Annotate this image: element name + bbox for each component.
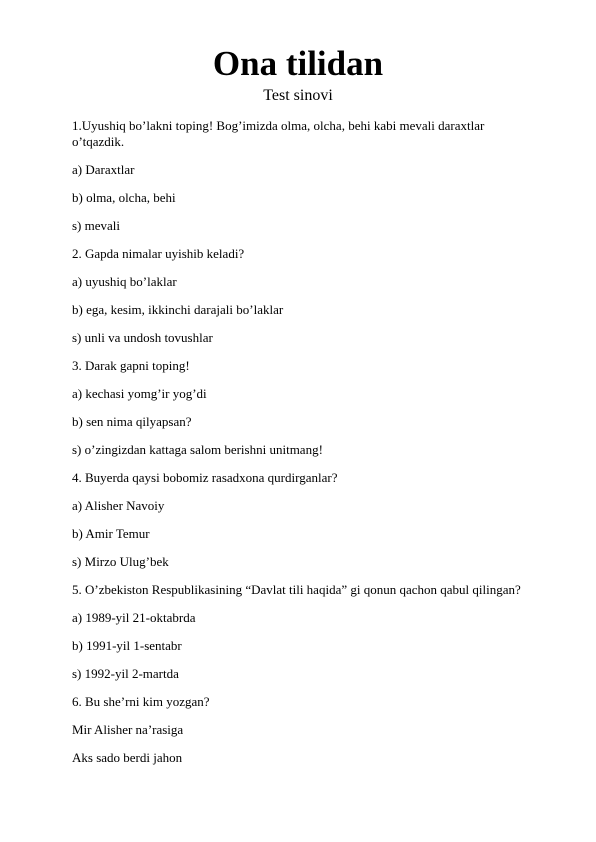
question-1: 1.Uyushiq bo’lakni toping! Bog’imizda olma, olcha, behi kabi mevali daraxtlar o’tqazdik. (72, 118, 485, 149)
option-3a: a) kechasi yomg’ir yog’di (72, 386, 207, 401)
question-3: 3. Darak gapni toping! (72, 358, 190, 373)
document-subtitle: Test sinovi (263, 87, 333, 104)
option-4b: b) Amir Temur (72, 526, 150, 541)
option-1s: s) mevali (72, 218, 121, 233)
poem-line-2: Aks sado berdi jahon (72, 750, 183, 765)
option-5s: s) 1992-yil 2-martda (72, 666, 179, 681)
question-2: 2. Gapda nimalar uyishib keladi? (72, 246, 245, 261)
option-3s: s) o’zingizdan kattaga salom berishni unitmang! (72, 442, 323, 457)
option-5a: a) 1989-yil 21-oktabrda (72, 610, 196, 625)
option-1b: b) olma, olcha, behi (72, 190, 176, 205)
option-2a: a) uyushiq bo’laklar (72, 274, 177, 289)
option-1a: a) Daraxtlar (72, 162, 135, 177)
question-5: 5. O’zbekiston Respublikasining “Davlat tili haqida” gi qonun qachon qabul qilingan? (72, 582, 521, 597)
option-4s: s) Mirzo Ulug’bek (72, 554, 169, 569)
option-4a: a) Alisher Navoiy (72, 498, 165, 513)
option-5b: b) 1991-yil 1-sentabr (72, 638, 182, 653)
option-2s: s) unli va undosh tovushlar (72, 330, 213, 345)
poem-line-1: Mir Alisher na’rasiga (72, 722, 184, 737)
document-title: Ona tilidan (212, 44, 384, 83)
question-4: 4. Buyerda qaysi bobomiz rasadxona qurdirganlar? (72, 470, 338, 485)
option-3b: b) sen nima qilyapsan? (72, 414, 192, 429)
question-list (72, 118, 532, 778)
question-6: 6. Bu she’rni kim yozgan? (72, 694, 210, 709)
option-2b: b) ega, kesim, ikkinchi darajali bo’laklar (72, 302, 284, 317)
